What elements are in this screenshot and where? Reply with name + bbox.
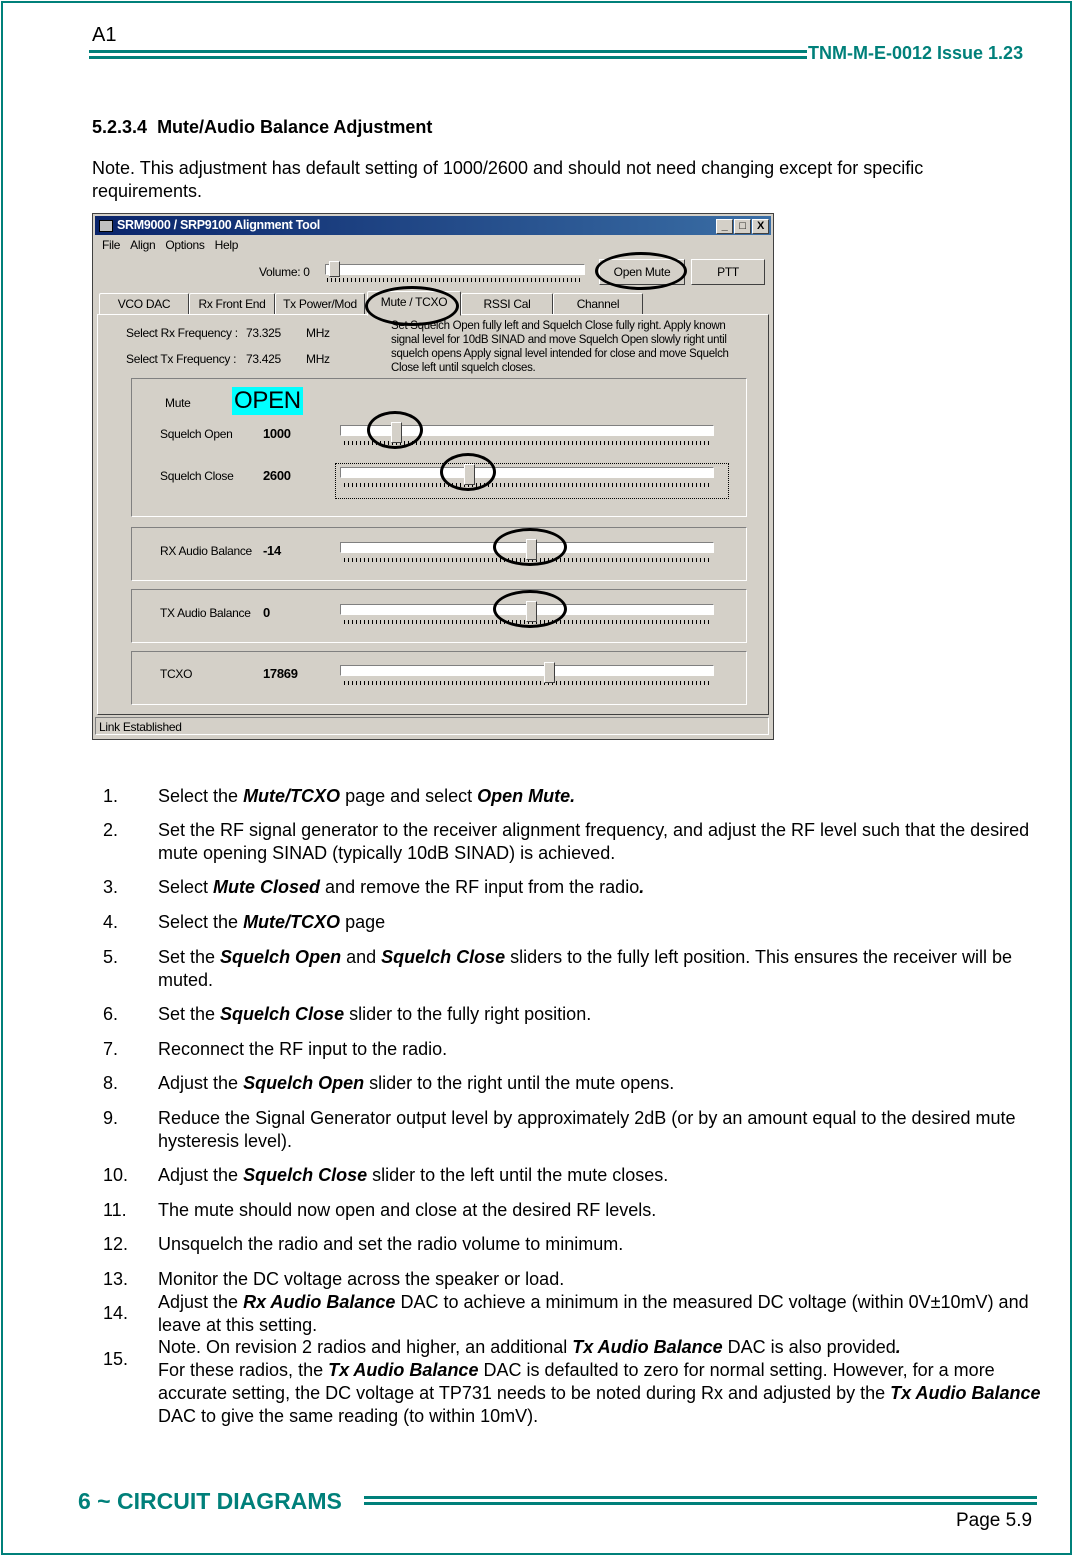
step-text-part: slider to the left until the mute closes. bbox=[367, 1165, 669, 1185]
step-text bbox=[158, 946, 1048, 992]
step-text-part: Select bbox=[158, 877, 214, 897]
step-text-part: The mute should now open and close at the desired RF levels. bbox=[158, 1200, 657, 1220]
volume-slider[interactable] bbox=[325, 264, 585, 275]
step-text bbox=[158, 1233, 1048, 1256]
step-text-part: sliders to the fully left position. This ensures the receiver will be muted. bbox=[158, 947, 1013, 990]
menu-options[interactable]: Options bbox=[165, 238, 205, 252]
tx-unit: MHz bbox=[306, 352, 330, 366]
squelch-close-value: 2600 bbox=[263, 468, 291, 483]
tab-rssi-cal[interactable]: RSSI Cal bbox=[461, 293, 553, 315]
step-number: 6. bbox=[103, 1004, 119, 1024]
emphasis-text: . bbox=[895, 1337, 901, 1357]
tcxo-value: 17869 bbox=[263, 666, 298, 681]
step-text-part: Set the bbox=[158, 1004, 221, 1024]
step-number: 10. bbox=[103, 1165, 129, 1185]
step-number: 1. bbox=[103, 786, 119, 806]
close-button[interactable]: X bbox=[752, 219, 769, 234]
step-text bbox=[158, 1107, 1048, 1153]
step-text-part: and bbox=[341, 947, 382, 967]
page-number: Page 5.9 bbox=[956, 1510, 1033, 1531]
menu-align[interactable]: Align bbox=[130, 238, 156, 252]
step-text-part: Note. On revision 2 radios and higher, an additional bbox=[158, 1337, 573, 1357]
section-heading bbox=[92, 117, 432, 138]
rx-unit: MHz bbox=[306, 326, 330, 340]
step-text-part: Set the bbox=[158, 947, 221, 967]
step-number: 9. bbox=[103, 1108, 119, 1128]
annotation-circle bbox=[440, 453, 496, 491]
tab-tx-power-mod[interactable]: Tx Power/Mod bbox=[275, 293, 365, 315]
menu-help[interactable]: Help bbox=[214, 238, 239, 252]
step-number: 5. bbox=[103, 947, 119, 967]
squelch-close-slider[interactable] bbox=[340, 467, 714, 478]
volume-thumb[interactable] bbox=[329, 261, 340, 277]
emphasis-text: Tx Audio Balance bbox=[572, 1337, 723, 1357]
step-text-part: DAC to give the same reading (to within 10mV). bbox=[158, 1406, 539, 1426]
step-text-part: For these radios, the bbox=[158, 1360, 324, 1380]
step-text bbox=[158, 1038, 1048, 1061]
step-text-part: Select the bbox=[158, 786, 244, 806]
tcxo-group bbox=[131, 651, 747, 705]
step-number: 12. bbox=[103, 1234, 129, 1254]
emphasis-text: . bbox=[639, 877, 645, 897]
footer-rule bbox=[364, 1496, 1037, 1499]
mute-label: Mute bbox=[165, 396, 191, 410]
emphasis-text: Open Mute. bbox=[477, 786, 576, 806]
emphasis-text: Tx Audio Balance bbox=[328, 1360, 479, 1380]
step-text bbox=[158, 876, 1048, 899]
tcxo-thumb[interactable] bbox=[544, 662, 555, 683]
app-icon bbox=[99, 220, 113, 232]
tab-rx-front-end[interactable]: Rx Front End bbox=[189, 293, 275, 315]
step-text bbox=[158, 1199, 1048, 1222]
annotation-circle bbox=[365, 286, 459, 326]
squelch-close-label: Squelch Close bbox=[160, 469, 234, 483]
tx-audio-balance-value: 0 bbox=[263, 605, 270, 620]
step-text-part: Adjust the bbox=[158, 1292, 244, 1312]
step-text-part: DAC to achieve a minimum in the measured DC voltage (within 0V±10mV) and leave at this setting. bbox=[158, 1292, 1029, 1335]
emphasis-text: Squelch Close bbox=[220, 1004, 345, 1024]
tx-frequency-label: Select Tx Frequency : bbox=[126, 352, 237, 366]
open-mute-button[interactable]: Open Mute bbox=[599, 259, 685, 285]
maximize-button[interactable]: □ bbox=[734, 219, 751, 234]
tab-mute-tcxo[interactable]: Mute / TCXO bbox=[367, 291, 461, 316]
tab-vco-dac[interactable]: VCO DAC bbox=[99, 293, 189, 315]
header-left: A1 bbox=[92, 24, 117, 46]
emphasis-text: Mute/TCXO bbox=[243, 912, 341, 932]
section-title: Mute/Audio Balance Adjustment bbox=[157, 117, 433, 137]
step-number: 2. bbox=[103, 820, 119, 840]
minimize-button[interactable]: _ bbox=[716, 219, 733, 234]
app-titlebar bbox=[95, 216, 771, 235]
step-number: 4. bbox=[103, 912, 119, 932]
instructions-text: Set Squelch Open fully left and Squelch Close fully right. Apply known signal level for 10dB SINAD and move Squelch Open slowly right until squelch opens Apply signal level intended for close and move Squelch Close left until squelch closes. bbox=[391, 320, 729, 374]
menu-file[interactable]: File bbox=[102, 238, 121, 252]
emphasis-text: Mute Closed bbox=[213, 877, 321, 897]
emphasis-text: Squelch Close bbox=[381, 947, 506, 967]
step-text-part: Adjust the bbox=[158, 1073, 244, 1093]
squelch-open-value: 1000 bbox=[263, 426, 291, 441]
rx-frequency-value[interactable]: 73.325 bbox=[246, 326, 281, 340]
footer-rule bbox=[364, 1502, 1037, 1505]
step-text bbox=[158, 911, 1048, 934]
step-text bbox=[158, 1072, 1048, 1095]
step-number: 13. bbox=[103, 1269, 129, 1289]
step-text bbox=[158, 1291, 1048, 1337]
step-text-part: slider to the right until the mute opens. bbox=[364, 1073, 675, 1093]
annotation-circle bbox=[367, 411, 423, 449]
step-text-part: DAC is also provided bbox=[722, 1337, 896, 1357]
menu-bar bbox=[102, 238, 248, 252]
ptt-button[interactable]: PTT bbox=[691, 259, 765, 285]
tab-channel[interactable]: Channel bbox=[553, 293, 643, 315]
tcxo-label: TCXO bbox=[160, 667, 193, 681]
step-text bbox=[158, 1164, 1048, 1187]
step-number: 3. bbox=[103, 877, 119, 897]
annotation-circle bbox=[595, 252, 687, 290]
squelch-close-ticks bbox=[344, 483, 712, 487]
emphasis-text: Squelch Open bbox=[220, 947, 342, 967]
step-text-part: slider to the fully right position. bbox=[344, 1004, 592, 1024]
rx-audio-balance-label: RX Audio Balance bbox=[160, 544, 252, 558]
volume-label: Volume: 0 bbox=[259, 265, 310, 279]
mute-state: OPEN bbox=[234, 387, 301, 414]
step-text-part: Monitor the DC voltage across the speaker or load. bbox=[158, 1269, 565, 1289]
emphasis-text: Squelch Close bbox=[243, 1165, 368, 1185]
mute-tcxo-panel bbox=[97, 314, 769, 715]
step-text-part: DAC is defaulted to zero for normal setting. However, for a more accurate setting, the DC voltage at TP731 needs to be noted during Rx and adjusted by the bbox=[158, 1360, 995, 1403]
note-text: Note. This adjustment has default setting of 1000/2600 and should not need changing except for specific requirements. bbox=[92, 158, 924, 201]
step-number: 14. bbox=[103, 1303, 129, 1323]
emphasis-text: Squelch Open bbox=[243, 1073, 365, 1093]
step-text-part: Adjust the bbox=[158, 1165, 244, 1185]
header-rule bbox=[89, 50, 807, 53]
step-text-part: Reduce the Signal Generator output level by approximately 2dB (or by an amount equal to the desired mute hysteresis level). bbox=[158, 1108, 1016, 1151]
annotation-circle bbox=[493, 590, 567, 628]
step-number: 8. bbox=[103, 1073, 119, 1093]
step-number: 11. bbox=[103, 1200, 127, 1220]
rx-audio-balance-value: -14 bbox=[263, 543, 281, 558]
emphasis-text: Tx Audio Balance bbox=[890, 1383, 1041, 1403]
squelch-open-label: Squelch Open bbox=[160, 427, 233, 441]
rx-frequency-label: Select Rx Frequency : bbox=[126, 326, 238, 340]
step-text bbox=[158, 785, 1048, 808]
annotation-circle bbox=[493, 528, 567, 566]
volume-ticks bbox=[327, 278, 581, 282]
step-text-part: Unsquelch the radio and set the radio volume to minimum. bbox=[158, 1234, 624, 1254]
step-text-part: Set the RF signal generator to the receiver alignment frequency, and adjust the RF level such that the desired mute opening SINAD (typically 10dB SINAD) is achieved. bbox=[158, 820, 1030, 863]
step-text bbox=[158, 1268, 1048, 1291]
step-text bbox=[158, 819, 1048, 865]
doc-id: TNM-M-E-0012 Issue 1.23 bbox=[808, 43, 1024, 63]
step-text-part: page bbox=[340, 912, 386, 932]
section-number: 5.2.3.4 bbox=[92, 117, 148, 137]
tcxo-ticks bbox=[344, 681, 712, 685]
emphasis-text: Rx Audio Balance bbox=[243, 1292, 396, 1312]
step-text bbox=[158, 1003, 1048, 1026]
step-number: 15. bbox=[103, 1349, 129, 1369]
step-text-part: page and select bbox=[340, 786, 478, 806]
status-bar: Link Established bbox=[95, 717, 769, 735]
step-text-part: Reconnect the RF input to the radio. bbox=[158, 1039, 448, 1059]
tcxo-slider[interactable] bbox=[340, 665, 714, 676]
step-number: 7. bbox=[103, 1039, 119, 1059]
header-rule bbox=[89, 56, 807, 59]
tx-frequency-value[interactable]: 73.425 bbox=[246, 352, 281, 366]
footer-chapter: 6 ~ CIRCUIT DIAGRAMS bbox=[78, 1488, 342, 1514]
step-text-part: and remove the RF input from the radio bbox=[320, 877, 640, 897]
step-text-part: Select the bbox=[158, 912, 244, 932]
app-window-screenshot bbox=[92, 213, 774, 740]
app-title: SRM9000 / SRP9100 Alignment Tool bbox=[117, 218, 320, 232]
emphasis-text: Mute/TCXO bbox=[243, 786, 341, 806]
tx-audio-balance-label: TX Audio Balance bbox=[160, 606, 251, 620]
step-text bbox=[158, 1336, 1048, 1428]
